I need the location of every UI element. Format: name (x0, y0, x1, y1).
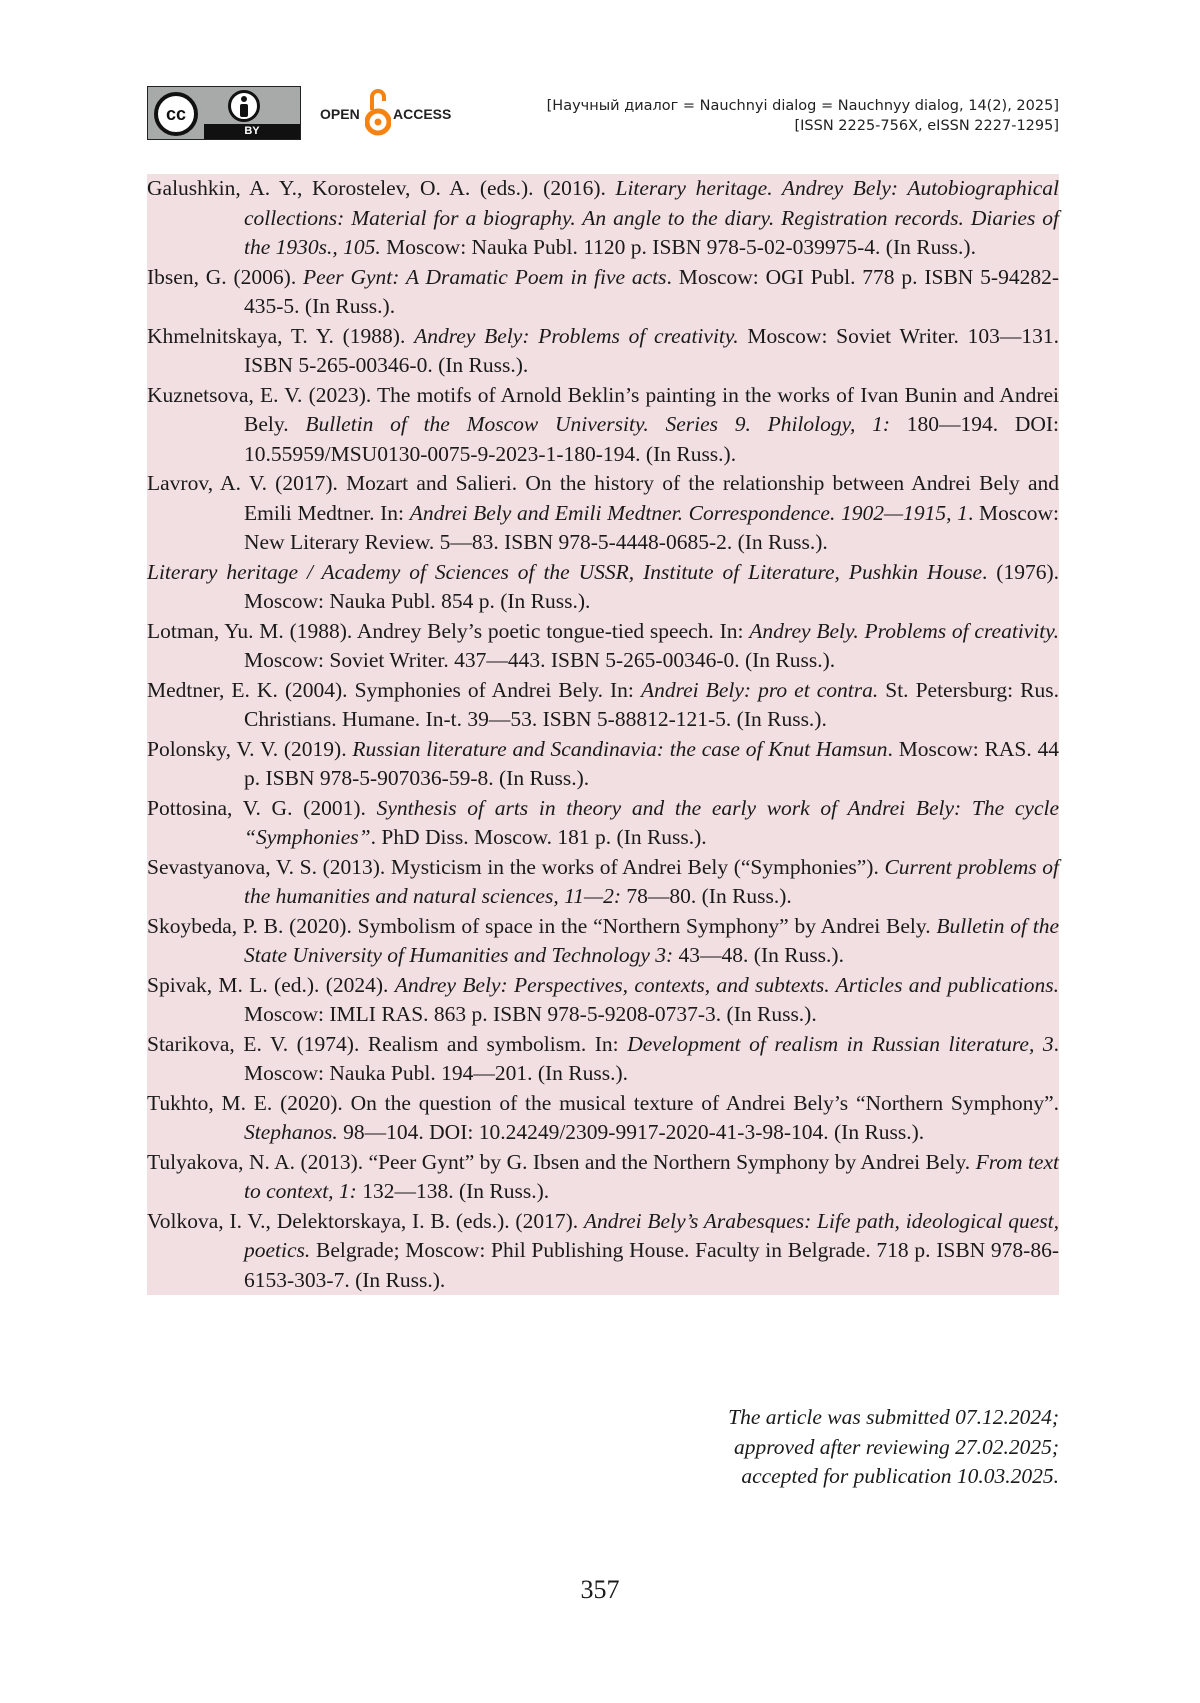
reference-text: Galushkin, A. Y., Korostelev, O. A. (eds.). (2016). (147, 176, 616, 200)
journal-info (547, 96, 1059, 136)
reference-italic-text: Literary heritage. Andrey Bely: Autobiographical collections: Material for a biography. An angle to the diary. Registration records. Diaries of the 1930s., 105. (244, 176, 1059, 259)
reference-entry (147, 794, 1059, 853)
accepted-date: accepted for publication 10.03.2025. (741, 1464, 1059, 1488)
reference-text: Moscow: Soviet Writer. 437—443. ISBN 5-265-00346-0. (In Russ.). (244, 648, 836, 672)
reference-text: 78—80. (In Russ.). (621, 884, 792, 908)
reference-text: Medtner, E. K. (2004). Symphonies of Andrei Bely. In: (147, 677, 641, 702)
reference-text: St. Petersburg: Rus. Christians. Humane. In-t. 39—53. ISBN 5-88812-121-5. (In Russ.). (244, 677, 1059, 731)
reference-text: Volkova, I. V., Delektorskaya, I. B. (eds.). (2017). (147, 1208, 584, 1233)
reference-text: Moscow: IMLI RAS. 863 p. ISBN 978-5-9208-0737-3. (In Russ.). (244, 1002, 817, 1026)
attribution-person-icon (228, 90, 260, 122)
reference-entry (147, 322, 1059, 381)
reference-text: 98—104. DOI: 10.24249/2309-9917-2020-41-3-98-104. (In Russ.). (337, 1120, 925, 1144)
reference-text: Starikova, E. V. (1974). Realism and symbolism. In: (147, 1031, 628, 1056)
reference-text: Belgrade; Moscow: Phil Publishing House. Faculty in Belgrade. 718 p. ISBN 978-86-6153-303-7. (In Russ.). (244, 1238, 1059, 1292)
reference-entry (147, 174, 1059, 263)
reference-text: Khmelnitskaya, T. Y. (1988). (147, 323, 415, 348)
reference-text: Sevastyanova, V. S. (2013). Mysticism in the works of Andrei Bely (“Symphonies”). (147, 854, 885, 879)
reference-text: . Moscow: RAS. 44 p. ISBN 978-5-907036-59-8. (In Russ.). (244, 736, 1059, 790)
reference-text: Moscow: Nauka Publ. 1120 p. ISBN 978-5-02-039975-4. (In Russ.). (380, 235, 976, 259)
reference-italic-text: Bulletin of the Moscow University. Series 9. Philology, 1: (305, 412, 890, 436)
reference-entry (147, 1030, 1059, 1089)
reference-entry (147, 735, 1059, 794)
reference-italic-text: Literary heritage / Academy of Sciences of the USSR, Institute of Literature, Pushkin House (147, 559, 982, 584)
approved-date: approved after reviewing 27.02.2025; (733, 1434, 1059, 1459)
reference-text: Tulyakova, N. A. (2013). “Peer Gynt” by G. Ibsen and the Northern Symphony by Andrei Bely. (147, 1149, 976, 1174)
reference-italic-text: Andrei Bely: pro et contra. (640, 677, 879, 702)
reference-text: 132—138. (In Russ.). (356, 1179, 550, 1203)
reference-text: Pottosina, V. G. (2001). (147, 795, 377, 820)
reference-list (147, 174, 1059, 1295)
reference-text: Spivak, M. L. (ed.). (2024). (147, 972, 395, 997)
reference-text: Kuznetsova, E. V. (2023). The motifs of Arnold Beklin’s painting in the works of Ivan Bunin and Andrei Bely. (147, 382, 1059, 436)
reference-entry (147, 971, 1059, 1030)
reference-italic-text: Peer Gynt: A Dramatic Poem in five acts (303, 264, 667, 289)
reference-entry (147, 469, 1059, 558)
open-access-lock-icon (365, 86, 391, 140)
reference-text: 180—194. DOI: 10.55959/MSU0130-0075-9-2023-1-180-194. (In Russ.). (244, 412, 1060, 466)
reference-text: . Moscow: Nauka Publ. 194—201. (In Russ.). (244, 1031, 1060, 1085)
reference-italic-text: Andrey Bely: Perspectives, contexts, and subtexts. Articles and publications. (394, 972, 1059, 997)
reference-text: Ibsen, G. (2006). (147, 264, 304, 289)
cc-by-license-badge[interactable] (147, 86, 301, 140)
by-label: BY (204, 124, 300, 139)
journal-citation: [Научный диалог = Nauchnyi dialog = Nauchnyy dialog, 14(2), 2025] (546, 98, 1059, 114)
reference-text: . Moscow: New Literary Review. 5—83. ISBN 978-5-4448-0685-2. (In Russ.). (244, 500, 1060, 554)
reference-text: Lotman, Yu. M. (1988). Andrey Bely’s poetic tongue-tied speech. In: (147, 618, 750, 643)
reference-italic-text: Russian literature and Scandinavia: the case of Knut Hamsun (352, 736, 888, 761)
reference-text: Moscow: Soviet Writer. 103—131. ISBN 5-265-00346-0. (In Russ.). (244, 323, 1060, 377)
reference-entry (147, 912, 1059, 971)
reference-text: . Moscow: OGI Publ. 778 p. ISBN 5-94282-435-5. (In Russ.). (244, 264, 1059, 318)
reference-text: . (1976). Moscow: Nauka Publ. 854 p. (In Russ.). (244, 559, 1059, 613)
reference-italic-text: Bulletin of the State University of Humanities and Technology 3: (244, 913, 1060, 967)
reference-italic-text: Development of realism in Russian literature, 3 (627, 1031, 1054, 1056)
reference-italic-text: Andrey Bely. Problems of creativity. (749, 618, 1059, 643)
reference-entry (147, 263, 1059, 322)
reference-entry (147, 381, 1059, 470)
reference-text: Skoybeda, P. B. (2020). Symbolism of space in the “Northern Symphony” by Andrei Bely. (147, 913, 937, 938)
reference-entry (147, 1207, 1059, 1296)
reference-text: Tukhto, M. E. (2020). On the question of the musical texture of Andrei Bely’s “Northern Symphony”. (147, 1090, 1059, 1115)
page-header (147, 86, 1059, 142)
reference-italic-text: Andrey Bely: Problems of creativity. (414, 323, 739, 348)
submitted-date: The article was submitted 07.12.2024; (728, 1405, 1059, 1429)
reference-entry (147, 1089, 1059, 1148)
reference-italic-text: Current problems of the humanities and natural sciences, 11—2: (244, 854, 1059, 908)
reference-entry (147, 558, 1059, 617)
creative-commons-icon: cc (154, 92, 198, 136)
open-access-logo[interactable] (320, 86, 470, 140)
reference-text: . PhD Diss. Moscow. 181 p. (In Russ.). (370, 825, 707, 849)
reference-italic-text: Stephanos. (244, 1120, 338, 1144)
reference-entry (147, 617, 1059, 676)
reference-italic-text: Synthesis of arts in theory and the early work of Andrei Bely: The cycle “Symphonies” (244, 795, 1060, 849)
reference-entry (147, 853, 1059, 912)
reference-italic-text: From text to context, 1: (244, 1149, 1059, 1203)
reference-entry (147, 1148, 1059, 1207)
journal-issn: [ISSN 2225-756X, eISSN 2227-1295] (794, 118, 1059, 134)
reference-text: Lavrov, A. V. (2017). Mozart and Salieri. On the history of the relationship between Andrei Bely and Emili Medtner. In: (147, 471, 1059, 525)
submission-dates (728, 1403, 1059, 1492)
reference-text: Polonsky, V. V. (2019). (147, 736, 353, 761)
open-access-text-right: ACCESS (393, 106, 452, 122)
reference-text: 43—48. (In Russ.). (673, 943, 844, 967)
reference-entry (147, 676, 1059, 735)
reference-italic-text: Andrei Bely and Emili Medtner. Correspondence. 1902—1915, 1 (409, 500, 968, 525)
reference-italic-text: Andrei Bely’s Arabesques: Life path, ideological quest, poetics. (244, 1208, 1059, 1262)
open-access-text-left: OPEN (320, 106, 360, 122)
page-number: 357 (580, 1575, 620, 1604)
